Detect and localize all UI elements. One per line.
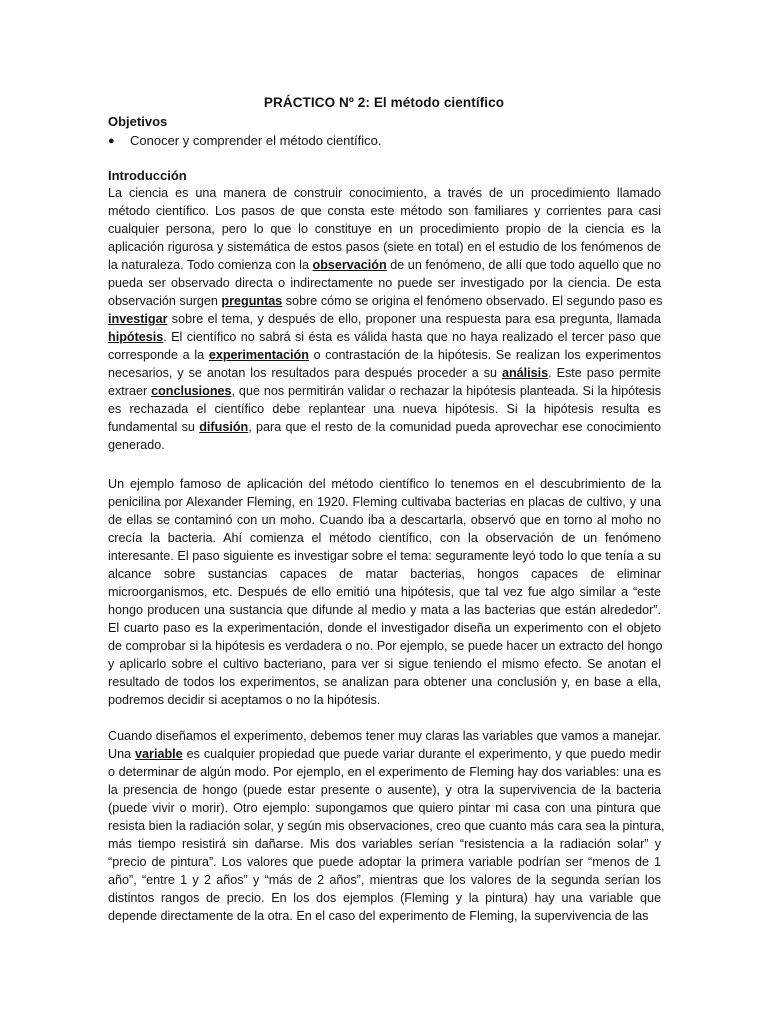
text-line — [108, 853, 661, 871]
keyword-term: variable — [135, 747, 183, 761]
text-line — [108, 547, 661, 565]
text-run: generado. — [108, 438, 165, 452]
text-run: El cuarto paso es la experimentación, donde el investigador diseña un experimento con el objeto — [108, 621, 661, 635]
text-line — [108, 673, 661, 691]
text-line — [108, 601, 661, 619]
text-line — [108, 436, 661, 454]
text-run: Una — [108, 747, 136, 761]
text-line — [108, 328, 661, 346]
text-run: año”, “entre 1 y 2 años” y “más de 2 años”, mientras que los valores de la segunda serían los — [108, 873, 661, 887]
text-run: Un ejemplo famoso de aplicación del método científico lo tenemos en el descubrimiento de la — [108, 477, 661, 491]
text-line — [108, 637, 661, 655]
text-line — [108, 889, 661, 907]
text-run: sobre el tema, y después de ello, proponer una respuesta para esa pregunta, llamada — [167, 312, 661, 326]
text-line — [108, 184, 661, 202]
text-run: hongo producen una sustancia que difunde al medio y mata a las bacterias que están alrededor”. — [108, 603, 661, 617]
text-run: . Este paso permite — [548, 366, 662, 380]
text-run: la naturaleza. Todo comienza con la — [108, 258, 313, 272]
text-line — [108, 418, 661, 436]
objetivos-list-item — [108, 133, 381, 148]
text-line — [108, 691, 661, 709]
text-run: o determinar de algún modo. Por ejemplo, en el experimento de Fleming hay dos variables: una es — [108, 765, 661, 779]
introduccion-heading: Introducción — [108, 168, 187, 183]
objetivos-heading: Objetivos — [108, 114, 168, 129]
text-run: pueda ser observado directa o indirectamente no puede ser investigado por la ciencia. De esta — [108, 276, 661, 290]
text-line — [108, 475, 661, 493]
text-line — [108, 202, 661, 220]
text-run: resultado de todos los experimentos, se analizan para obtener una conclusión y, en base a ella, — [108, 675, 661, 689]
text-line — [108, 763, 661, 781]
keyword-term: difusión — [199, 420, 249, 434]
text-run: de comprobar si la hipótesis es verdadera o no. Por ejemplo, se puede hacer un extracto del hongo — [108, 639, 663, 653]
intro-paragraph — [108, 184, 661, 454]
text-line — [108, 817, 665, 835]
text-run: aplicación rigurosa y sistemática de estos pasos (siete en total) en el estudio de los fenómenos de — [108, 240, 661, 254]
text-run: es cualquier propiedad que puede variar durante el experimento, y que puedo medir — [182, 747, 661, 761]
text-line — [108, 220, 661, 238]
text-line — [108, 382, 661, 400]
text-run: interesante. El paso siguiente es investigar sobre el tema: seguramente leyó todo lo que tenía a su — [108, 549, 661, 563]
text-run: de ellas se contaminó con un moho. Cuando iba a descartarla, observó que en torno al moho no — [108, 513, 661, 527]
keyword-term: preguntas — [221, 294, 283, 308]
text-run: extraer — [108, 384, 152, 398]
text-line — [108, 781, 661, 799]
text-line — [108, 619, 661, 637]
text-run: La ciencia es una manera de construir conocimiento, a través de un procedimiento llamado — [108, 186, 661, 200]
text-line — [108, 565, 661, 583]
text-run: microorganismos, etc. Después de ello emitió una hipótesis, que tal vez fue algo similar a “este — [108, 585, 661, 599]
text-line — [108, 799, 661, 817]
text-line — [108, 529, 661, 547]
text-run: la presencia de hongo (puede estar presente o ausente), y otra la supervivencia de la bacteria — [108, 783, 661, 797]
text-run: (puede vivir o morir). Otro ejemplo: supongamos que quiero pintar mi casa con una pintura que — [108, 801, 661, 815]
objetivo-text: Conocer y comprender el método científico. — [130, 133, 382, 148]
text-run: es rechazada el científico debe replantear una nueva hipótesis. Si la hipótesis resulta es — [108, 402, 661, 416]
text-run: “precio de pintura”. Los valores que puede adoptar la primera variable podrían ser “menos de 1 — [108, 855, 661, 869]
fleming-paragraph — [108, 475, 661, 709]
text-line — [108, 493, 661, 511]
text-run: alcance sobre sustancias capaces de matar bacterias, hongos capaces de eliminar — [108, 567, 661, 581]
text-run: corresponde a la — [108, 348, 209, 362]
keyword-term: hipótesis — [108, 330, 164, 344]
text-line — [108, 238, 661, 256]
text-line — [108, 364, 661, 382]
text-run: fundamental su — [108, 420, 200, 434]
text-run: resista bien la radiación solar, y según mis observaciones, creo que cuanto más cara sea la pintura, — [108, 819, 665, 833]
text-line — [108, 871, 661, 889]
text-line — [108, 745, 661, 763]
text-run: distintos rangos de precio. En los dos ejemplos (Fleming y la pintura) hay una variable que — [108, 891, 661, 905]
text-line — [108, 274, 661, 292]
text-run: Cuando diseñamos el experimento, debemos tener muy claras las variables que vamos a manejar. — [108, 729, 661, 743]
text-run: crecía la bacteria. Ahí comienza el método científico, con la observación de un fenómeno — [108, 531, 661, 545]
text-line — [108, 400, 661, 418]
text-run: , que nos permitirán validar o rechazar la hipótesis planteada. Si la hipótesis — [231, 384, 661, 398]
text-run: necesarios, y se anotan los resultados para después proceder a su — [108, 366, 502, 380]
text-run: sobre cómo se origina el fenómeno observado. El segundo paso es — [282, 294, 663, 308]
text-line — [108, 727, 661, 745]
keyword-term: experimentación — [208, 348, 309, 362]
text-run: o contrastación de la hipótesis. Se realizan los experimentos — [308, 348, 661, 362]
text-line — [108, 511, 661, 529]
text-run: de un fenómeno, de allí que todo aquello que no — [386, 258, 661, 272]
text-run: , para que el resto de la comunidad pueda aprovechar ese conocimiento — [248, 420, 661, 434]
bullet-icon: ● — [108, 135, 115, 147]
text-run: más tiempo resistirá sin dañarse. Mis dos variables serían “resistencia a la radiación solar” y — [108, 837, 661, 851]
text-line — [108, 292, 661, 310]
variables-paragraph — [108, 727, 665, 925]
text-run: penicilina por Alexander Fleming, en 1920. Fleming cultivaba bacterias en placas de cultivo, y una — [108, 495, 661, 509]
text-line — [108, 835, 661, 853]
text-run: cualquier persona, pero lo que lo constituye en un procedimiento propio de la ciencia es la — [108, 222, 661, 236]
text-run: observación surgen — [108, 294, 222, 308]
text-run: podremos decidir si aceptamos o no la hipótesis. — [108, 693, 381, 707]
text-line — [108, 655, 661, 673]
text-line — [108, 583, 661, 601]
text-run: . El científico no sabrá si ésta es válida hasta que no haya realizado el tercer paso que — [163, 330, 661, 344]
keyword-term: investigar — [108, 312, 168, 326]
page-title: PRÁCTICO Nº 2: El método científico — [263, 95, 505, 110]
text-line — [108, 310, 661, 328]
text-run: depende directamente de la otra. En el caso del experimento de Fleming, la supervivencia de las — [108, 909, 649, 923]
text-line — [108, 346, 661, 364]
text-line — [108, 907, 661, 925]
text-line — [108, 256, 661, 274]
keyword-term: análisis — [501, 366, 549, 380]
keyword-term: observación — [312, 258, 387, 272]
text-run: y aplicarlo sobre el cultivo bacteriano, para ver si sigue teniendo el mismo efecto. Se anotan el — [108, 657, 661, 671]
keyword-term: conclusiones — [151, 384, 232, 398]
text-run: método científico. Los pasos de que consta este método son familiares y corrientes para casi — [108, 204, 661, 218]
